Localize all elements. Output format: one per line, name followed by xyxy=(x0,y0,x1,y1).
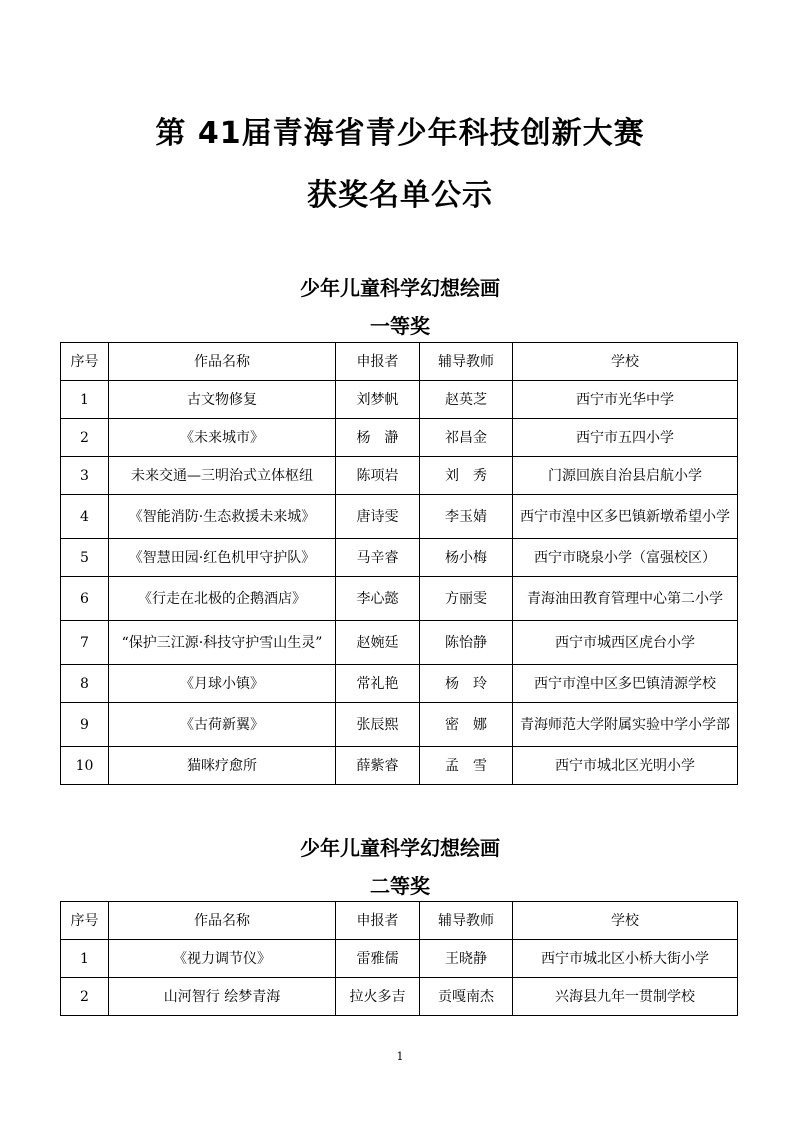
header-index: 序号 xyxy=(61,902,109,940)
table-row xyxy=(61,621,738,665)
cell-index: 6 xyxy=(61,577,109,621)
table-row xyxy=(61,577,738,621)
table-header-row xyxy=(61,902,738,940)
cell-index: 2 xyxy=(61,978,109,1016)
cell-applicant: 马辛睿 xyxy=(336,539,420,577)
cell-school: 西宁市城西区虎台小学 xyxy=(513,621,738,665)
cell-teacher: 祁昌金 xyxy=(420,419,513,457)
cell-work-title: 《月球小镇》 xyxy=(109,665,336,703)
header-applicant: 申报者 xyxy=(336,343,420,381)
table-row xyxy=(61,539,738,577)
cell-applicant: 陈项岩 xyxy=(336,457,420,495)
cell-index: 3 xyxy=(61,457,109,495)
cell-applicant: 薛紫睿 xyxy=(336,747,420,785)
cell-school: 门源回族自治县启航小学 xyxy=(513,457,738,495)
cell-school: 西宁市五四小学 xyxy=(513,419,738,457)
header-teacher: 辅导教师 xyxy=(420,343,513,381)
cell-school: 西宁市光华中学 xyxy=(513,381,738,419)
cell-work-title: 未来交通—三明治式立体枢纽 xyxy=(109,457,336,495)
section2-category: 少年儿童科学幻想绘画 xyxy=(300,836,500,860)
header-applicant: 申报者 xyxy=(336,902,420,940)
cell-applicant: 李心懿 xyxy=(336,577,420,621)
cell-index: 9 xyxy=(61,703,109,747)
table-row xyxy=(61,703,738,747)
cell-work-title: 《未来城市》 xyxy=(109,419,336,457)
cell-teacher: 李玉婧 xyxy=(420,495,513,539)
table-row xyxy=(61,940,738,978)
page-number: 1 xyxy=(396,1050,404,1063)
cell-school: 青海油田教育管理中心第二小学 xyxy=(513,577,738,621)
cell-applicant: 张辰熙 xyxy=(336,703,420,747)
cell-school: 兴海县九年一贯制学校 xyxy=(513,978,738,1016)
cell-index: 2 xyxy=(61,419,109,457)
cell-applicant: 常礼艳 xyxy=(336,665,420,703)
cell-teacher: 方丽雯 xyxy=(420,577,513,621)
document-subtitle: 获奖名单公示 xyxy=(307,178,493,213)
cell-index: 4 xyxy=(61,495,109,539)
cell-index: 7 xyxy=(61,621,109,665)
cell-teacher: 陈怡静 xyxy=(420,621,513,665)
cell-school: 西宁市城北区光明小学 xyxy=(513,747,738,785)
section2-award: 二等奖 xyxy=(370,874,430,898)
cell-school: 青海师范大学附属实验中学小学部 xyxy=(513,703,738,747)
cell-applicant: 拉火多吉 xyxy=(336,978,420,1016)
cell-teacher: 孟 雪 xyxy=(420,747,513,785)
header-work-title: 作品名称 xyxy=(109,343,336,381)
cell-applicant: 刘梦帆 xyxy=(336,381,420,419)
cell-index: 1 xyxy=(61,940,109,978)
cell-school: 西宁市城北区小桥大街小学 xyxy=(513,940,738,978)
header-work-title: 作品名称 xyxy=(109,902,336,940)
cell-index: 8 xyxy=(61,665,109,703)
cell-teacher: 杨小梅 xyxy=(420,539,513,577)
cell-index: 1 xyxy=(61,381,109,419)
section1-award: 一等奖 xyxy=(370,314,430,338)
cell-applicant: 唐诗雯 xyxy=(336,495,420,539)
cell-index: 5 xyxy=(61,539,109,577)
cell-teacher: 贡嘎南杰 xyxy=(420,978,513,1016)
cell-teacher: 杨 玲 xyxy=(420,665,513,703)
award-table-first-prize xyxy=(60,342,738,785)
cell-applicant: 赵婉廷 xyxy=(336,621,420,665)
header-teacher: 辅导教师 xyxy=(420,902,513,940)
cell-school: 西宁市湟中区多巴镇清源学校 xyxy=(513,665,738,703)
cell-work-title: 《智慧田园·红色机甲守护队》 xyxy=(109,539,336,577)
cell-applicant: 杨 瀞 xyxy=(336,419,420,457)
cell-work-title: “保护三江源·科技守护雪山生灵” xyxy=(109,621,336,665)
table-header-row xyxy=(61,343,738,381)
cell-applicant: 雷雅儒 xyxy=(336,940,420,978)
section1-category: 少年儿童科学幻想绘画 xyxy=(300,276,500,300)
cell-work-title: 《智能消防·生态救援未来城》 xyxy=(109,495,336,539)
header-school: 学校 xyxy=(513,343,738,381)
cell-work-title: 猫咪疗愈所 xyxy=(109,747,336,785)
cell-teacher: 赵英芝 xyxy=(420,381,513,419)
cell-work-title: 《古荷新翼》 xyxy=(109,703,336,747)
header-school: 学校 xyxy=(513,902,738,940)
cell-work-title: 《视力调节仪》 xyxy=(109,940,336,978)
cell-index: 10 xyxy=(61,747,109,785)
table-row xyxy=(61,457,738,495)
cell-teacher: 刘 秀 xyxy=(420,457,513,495)
table-row xyxy=(61,419,738,457)
cell-school: 西宁市晓泉小学（富强校区） xyxy=(513,539,738,577)
cell-teacher: 王晓静 xyxy=(420,940,513,978)
table-row xyxy=(61,665,738,703)
document-title: 第 41届青海省青少年科技创新大赛 xyxy=(155,116,645,151)
cell-work-title: 山河智行 绘梦青海 xyxy=(109,978,336,1016)
cell-school: 西宁市湟中区多巴镇新墩希望小学 xyxy=(513,495,738,539)
cell-teacher: 密 娜 xyxy=(420,703,513,747)
table-row xyxy=(61,978,738,1016)
cell-work-title: 古文物修复 xyxy=(109,381,336,419)
table-row xyxy=(61,747,738,785)
header-index: 序号 xyxy=(61,343,109,381)
table-row xyxy=(61,495,738,539)
award-table-second-prize xyxy=(60,901,738,1016)
table-row xyxy=(61,381,738,419)
cell-work-title: 《行走在北极的企鹅酒店》 xyxy=(109,577,336,621)
